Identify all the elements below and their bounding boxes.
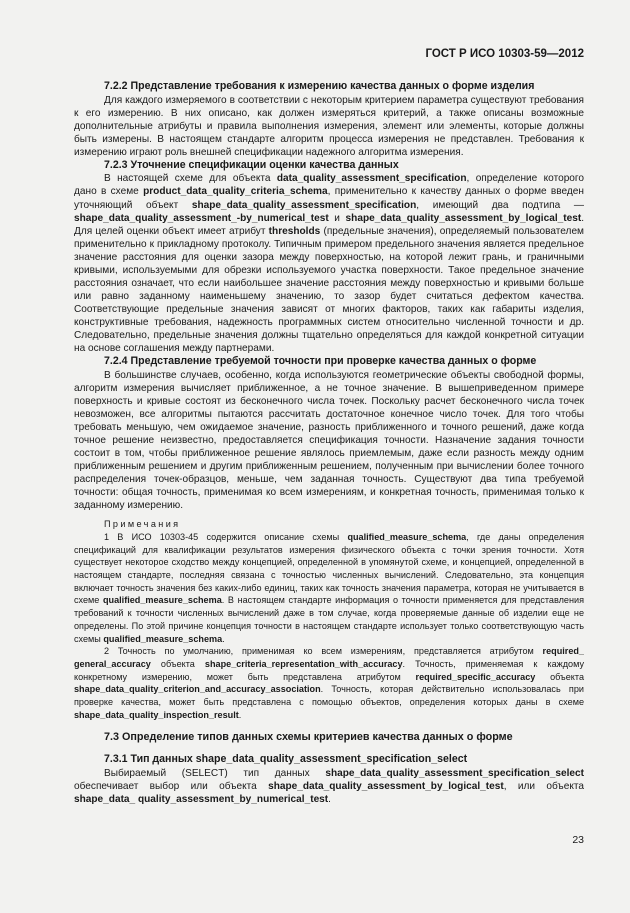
text-span: объекта [535,671,584,682]
text-span: и [328,212,346,224]
attribute-name: thresholds [268,225,321,237]
notes-label: Примечания [104,519,181,530]
entity-name: shape_data_quality_assessment_specification [191,199,417,211]
text-span: , где даны определения спецификаций для квалификации результатов измерения физического объекта с точки зрения точности. Хотя существует некоторое сходство между концепцией, определенной в упомянутой схеме, и концепцией, определенной в настоящем стандарте, последняя связана с точностью численных вычислений. Следовательно, эта концепция включает точность значения без каких-либо единиц, таких как точность значения параметра, которая не учитывается в схеме [74,531,584,606]
type-name: shape_data_quality_assessment_specification_select [325,768,584,780]
text-span: , определение которого дано в схеме [74,173,584,198]
text-span: 2 Точность по умолчанию, применимая ко всем измерениям, представляется атрибутом [104,646,543,657]
attribute-name: required_ general_accuracy [74,646,584,669]
text-span: . [222,633,225,644]
text-span: , имеющий два подтипа — [416,199,584,211]
schema-name: qualified_measure_schema [102,595,222,606]
text-span: . Точность, которая действительно использовалась при проверке качества, может быть представлена с помощью объектов, определения которых даны в схеме [74,684,584,708]
section-7-2-2-heading: 7.2.2 Представление требования к измерению качества данных о форме изделия [104,80,535,92]
section-7-3-heading: 7.3 Определение типов данных схемы критериев качества данных о форме [104,731,513,744]
entity-name: data_quality_assessment_specification [276,173,467,185]
text-span: , или объекта [503,781,584,793]
entity-name: shape_data_quality_assessment_-by_numerical_test [74,212,329,224]
schema-name: qualified_measure_schema [103,633,223,644]
document-header: ГОСТ Р ИСО 10303-59—2012 [425,48,584,60]
attribute-name: required_specific_accuracy [415,671,536,682]
document-body [74,80,584,806]
text-span: (предельные значения), определяемый пользователем применительно к прикладному протоколу. Типичным примером предельного значения является предельное значение расстояния для оценки зазора между поверхностью, на которой лежит грань, и граничными кривыми, используемыми для обрезки используемого участка поверхности. Такое предельное значение расстояния означает, что если наибольшее значение расстояния между поверхностью и кривыми больше или равно заданному наименьшему значению, то зазор будет считаться дефектом качества. Соответствующие предельные значения зависят от многих факторов, таких как габариты изделия, конструктивные требования, надежность программных систем относительно численной точности и др. Следовательно, предельные значения должны тщательно определяться для каждой конкретной ситуации на основе соглашения между партнерами. [74,225,584,355]
text-span: . [328,794,331,806]
entity-name: shape_data_quality_assessment_by_logical_test [345,212,582,224]
text-span: Выбираемый (SELECT) тип данных [104,768,326,780]
schema-name: product_data_quality_criteria_schema [143,186,328,198]
section-7-3-1-heading: 7.3.1 Тип данных shape_data_quality_assessment_specification_select [104,753,468,766]
section-7-2-2-paragraph: Для каждого измеряемого в соответствии с некоторым критерием параметра существуют требования к его измерению. В них описано, как должен измеряться критерий, а также описаны возможные дополнительные атрибуты и правила выполнения измерения, элемент или элементы, которые должны быть измерены. В настоящем стандарте алгоритм процесса измерения не представлен. Требования к измерению играют роль внешней спецификации надежного алгоритма измерения. [74,94,584,158]
section-7-2-4-heading: 7.2.4 Представление требуемой точности при проверке качества данных о форме [104,355,537,368]
entity-name: shape_criteria_representation_with_accuracy [204,658,403,669]
section-7-3-1-paragraph [74,767,584,806]
text-span: 1 В ИСО 10303-45 содержится описание схемы [104,531,348,542]
section-7-2-4-paragraph: В большинстве случаев, особенно, когда используются геометрические объекты свободной формы, алгоритм измерения вычисляет приближенное, а не точное значение. В вышеприведенном примере поверхность и кривые состоят из бесконечного числа точек. Поскольку расчет бесконечного числа точек невозможен, все алгоритмы пытаются рассчитать достаточное конечное число точек. Для того чтобы требовать меньшую, чем ожидаемое значение, разность приближенного и точного решений, даже когда точное решение неизвестно, предоставляется спецификация точности. Назначение задания точности состоит в том, чтобы приближенное решение являлось приемлемым, даже если разность между одним приближенным решением и другим приближенным решением, полученным при вычислении более точного распределения точек-образцов, меньше, чем заданная точность. Существуют два типа требуемой точности: общая точность, применимая ко всем измерениям, и конкретная точность, применимая только к заданному измерению. [74,369,584,512]
section-7-2-3-heading: 7.2.3 Уточнение спецификации оценки качества данных [104,158,399,171]
note-1 [74,531,584,645]
text-span: . [238,709,242,720]
schema-name: qualified_measure_schema [347,531,467,542]
page-number: 23 [572,834,584,846]
text-span: . В настоящем стандарте информация о точности применяется для представления требований к точности численных вычислений даже в том случае, когда проверяемые данные об изделии еще не определены. По этой причине концепция точности в настоящем стандарте использует только соответствующую часть схемы [74,595,584,644]
entity-name: shape_data_ quality_assessment_by_numerical_test [74,794,329,806]
entity-name: shape_data_quality_criterion_and_accuracy_association [74,684,321,695]
notes-block [74,518,584,721]
entity-name: shape_data_quality_assessment_by_logical_test [268,781,504,793]
text-span: объекта [150,658,205,669]
note-2 [74,645,584,721]
text-span: В настоящей схеме для объекта [104,173,277,185]
schema-name: shape_data_quality_inspection_result [74,709,239,720]
text-span: , применительно к качеству данных о форме введен уточняющий объект [74,186,584,211]
text-span: обеспечивает выбор или объекта [74,781,269,793]
section-7-2-3-paragraph [74,172,584,355]
text-span: . Для целей оценки объект имеет атрибут [74,212,584,237]
text-span: . Точность, применяемая к каждому конкретному измерению, может быть представлена атрибутом [74,658,584,682]
